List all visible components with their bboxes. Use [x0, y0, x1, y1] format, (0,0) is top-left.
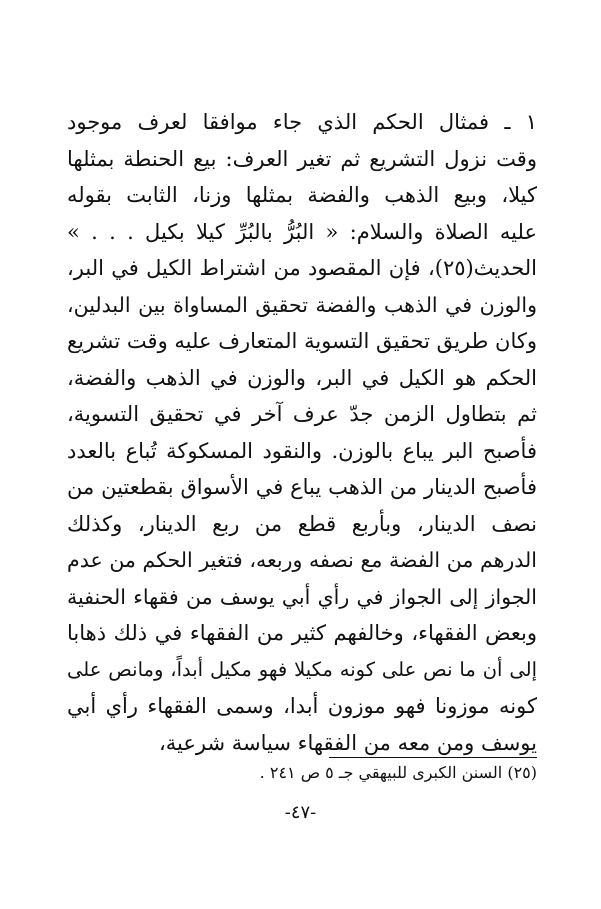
- text-line: فأصبح الدينار من الذهب يباع في الأسواق بقطعتين من: [67, 475, 537, 499]
- text-line: يوسف ومن معه من الفقهاء سياسة شرعية،: [158, 730, 537, 755]
- text-line: الدرهم من الفضة مع نصفه وربعه، فتغير الحكم من عدم: [67, 548, 537, 572]
- text-line: والوزن في الذهب والفضة تحقيق المساواة بين البدلين،: [67, 292, 537, 317]
- text-line: فأصبح البر يباع بالوزن. والنقود المسكوكة تُباع بالعدد: [67, 438, 537, 463]
- text-line: وبعض الفقهاء، وخالفهم كثير من الفقهاء في ذلك ذهابا: [67, 621, 537, 645]
- text-line: ١ ـ فمثال الحكم الذي جاء موافقا لعرف موجود: [67, 110, 537, 134]
- text-line: عليه الصلاة والسلام: « البُرُّ بالبُرِّ كيلا بكيل . . . »: [67, 219, 537, 244]
- text-line: الحديث(٢٥)، فإن المقصود من اشتراط الكيل في البر،: [67, 256, 537, 280]
- text-line: الجواز إلى الجواز في رأي أبي يوسف من فقهاء الحنفية: [67, 584, 537, 609]
- main-paragraph: [67, 104, 537, 761]
- text-line: إلى أن ما نص على كونه مكيلا فهو مكيل أبداً، ومانص على: [67, 657, 537, 681]
- text-line: ثم بتطاول الزمن جدّ عرف آخر في تحقيق التسوية،: [67, 402, 537, 426]
- text-line: كيلا، وبيع الذهب والفضة بمثلها وزنا، الثابت بقوله: [67, 183, 537, 207]
- text-line: نصف الدينار، وبأربع قطع من ربع الدينار، وكذلك: [67, 511, 537, 536]
- page-number: -٤٧-: [284, 802, 317, 823]
- footnote-divider: [329, 757, 537, 758]
- text-line: كونه موزونا فهو موزون أبدا، وسمى الفقهاء رأي أبي: [67, 694, 537, 718]
- text-line: وكان طريق تحقيق التسوية المتعارف عليه وقت تشريع: [67, 329, 537, 353]
- text-line: وقت نزول التشريع ثم تغير العرف: بيع الحنطة بمثلها: [67, 146, 537, 171]
- footnote: (٢٥) السنن الكبرى للبيهقي جـ ٥ ص ٢٤١ .: [259, 763, 537, 782]
- text-line: الحكم هو الكيل في البر، والوزن في الذهب والفضة،: [67, 365, 537, 390]
